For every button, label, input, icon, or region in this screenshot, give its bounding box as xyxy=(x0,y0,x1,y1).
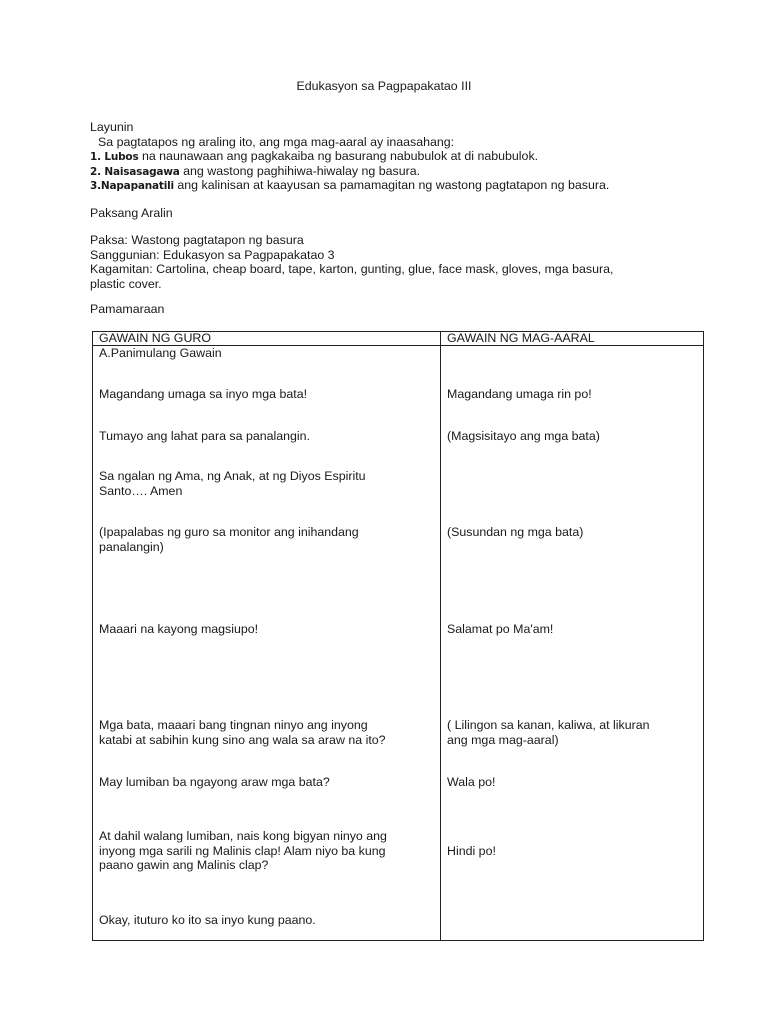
guro-entry-line: panalangin) xyxy=(99,539,164,554)
sanggunian-line: Sanggunian: Edukasyon sa Pagpapakatao 3 xyxy=(90,247,335,262)
guro-entry xyxy=(99,913,432,928)
guro-entry xyxy=(99,429,432,444)
guro-entry-line: Okay, ituturo ko ito sa inyo kung paano. xyxy=(99,913,316,927)
guro-entry-line: (Ipapalabas ng guro sa monitor ang inihandang xyxy=(99,525,359,539)
layunin-intro: Sa pagtatapos ng araling ito, ang mga mag-aaral ay inaasahang: xyxy=(98,134,455,149)
guro-entry-line: Sa ngalan ng Ama, ng Anak, at ng Diyos Espiritu xyxy=(99,469,366,483)
objective-3 xyxy=(90,178,710,193)
guro-entry xyxy=(99,718,432,747)
mag-aaral-entry-line: Hindi po! xyxy=(447,844,496,858)
guro-entry xyxy=(99,469,432,498)
objective-1-text: na naunawaan ang pagkakaiba ng basurang nabubulok at di nabubulok. xyxy=(138,149,539,164)
guro-entry xyxy=(99,346,432,361)
paksang-aralin-heading xyxy=(90,206,710,221)
guro-entry xyxy=(99,829,432,873)
mag-aaral-entry xyxy=(447,387,695,402)
layunin-heading: Layunin xyxy=(90,120,134,134)
document-title: Edukasyon sa Pagpapakatao III xyxy=(296,79,472,93)
guro-entry xyxy=(99,775,432,790)
guro-entry-line: Tumayo ang lahat para sa panalangin. xyxy=(99,429,311,443)
guro-entry xyxy=(99,387,432,402)
mag-aaral-entry-line: ( Lilingon sa kanan, kaliwa, at likuran xyxy=(447,718,650,732)
mag-aaral-entry-line: (Magsisitayo ang mga bata) xyxy=(447,429,600,443)
mag-aaral-entry-line: (Susundan ng mga bata) xyxy=(447,525,584,539)
kagamitan-line-2: plastic cover. xyxy=(90,276,162,291)
objective-2-text: ang wastong paghihiwa-hiwalay ng basura. xyxy=(179,163,421,178)
guro-entry-line: A.Panimulang Gawain xyxy=(99,346,222,360)
pamamaraan-title: Pamamaraan xyxy=(90,302,165,316)
paksa-line: Paksa: Wastong pagtatapon ng basura xyxy=(90,233,304,247)
mag-aaral-entry-line: Wala po! xyxy=(447,775,496,789)
guro-entry xyxy=(99,622,432,637)
guro-entry-line: At dahil walang lumiban, nais kong bigyan ninyo ang xyxy=(99,829,387,843)
guro-entry-line: May lumiban ba ngayong araw mga bata? xyxy=(99,775,330,789)
layunin-section xyxy=(90,120,710,193)
paksang-aralin-details xyxy=(90,233,710,291)
guro-entry xyxy=(99,525,432,554)
pamamaraan-heading xyxy=(90,302,710,317)
objective-2-lead: 2. Naisasagawa xyxy=(90,165,180,178)
guro-entry-line: paano gawin ang Malinis clap? xyxy=(99,858,269,873)
objective-1-lead: 1. Lubos xyxy=(90,151,139,164)
mag-aaral-column xyxy=(441,346,704,941)
guro-entry-line: Mga bata, maaari bang tingnan ninyo ang inyong xyxy=(99,718,368,732)
activity-table xyxy=(92,331,704,941)
mag-aaral-entry-line: ang mga mag-aaral) xyxy=(447,732,559,747)
mag-aaral-entry xyxy=(447,525,695,540)
guro-column xyxy=(93,346,441,941)
guro-entry-line: inyong mga sarili ng Malinis clap! Alam niyo ba kung xyxy=(99,843,386,858)
mag-aaral-entry xyxy=(447,718,695,747)
mag-aaral-entry xyxy=(447,429,695,444)
guro-entry-line: Magandang umaga sa inyo mga bata! xyxy=(99,387,308,401)
objective-3-text: ang kalinisan at kaayusan sa pamamagitan ng wastong pagtatapon ng basura. xyxy=(173,178,610,193)
mag-aaral-entry-line: Magandang umaga rin po! xyxy=(447,387,592,401)
guro-entry-line: Maaari na kayong magsiupo! xyxy=(99,622,259,636)
header-gawain-mag-aaral: GAWAIN NG MAG-AARAL xyxy=(441,332,704,346)
mag-aaral-entry xyxy=(447,775,695,790)
paksang-aralin-title: Paksang Aralin xyxy=(90,206,173,220)
guro-entry-line: Santo…. Amen xyxy=(99,483,183,498)
mag-aaral-entry xyxy=(447,844,695,859)
mag-aaral-entry xyxy=(447,622,695,637)
table-body-row xyxy=(93,346,704,941)
table-header-row xyxy=(93,332,704,346)
kagamitan-line-1: Kagamitan: Cartolina, cheap board, tape, karton, gunting, glue, face mask, gloves, mga basura, xyxy=(90,262,614,277)
mag-aaral-entry-line: Salamat po Ma'am! xyxy=(447,622,554,636)
objective-1 xyxy=(90,149,710,164)
objective-3-lead: 3.Napapanatili xyxy=(90,180,174,193)
header-gawain-guro: GAWAIN NG GURO xyxy=(93,332,441,346)
objective-2 xyxy=(90,164,710,179)
guro-entry-line: katabi at sabihin kung sino ang wala sa araw na ito? xyxy=(99,732,386,747)
